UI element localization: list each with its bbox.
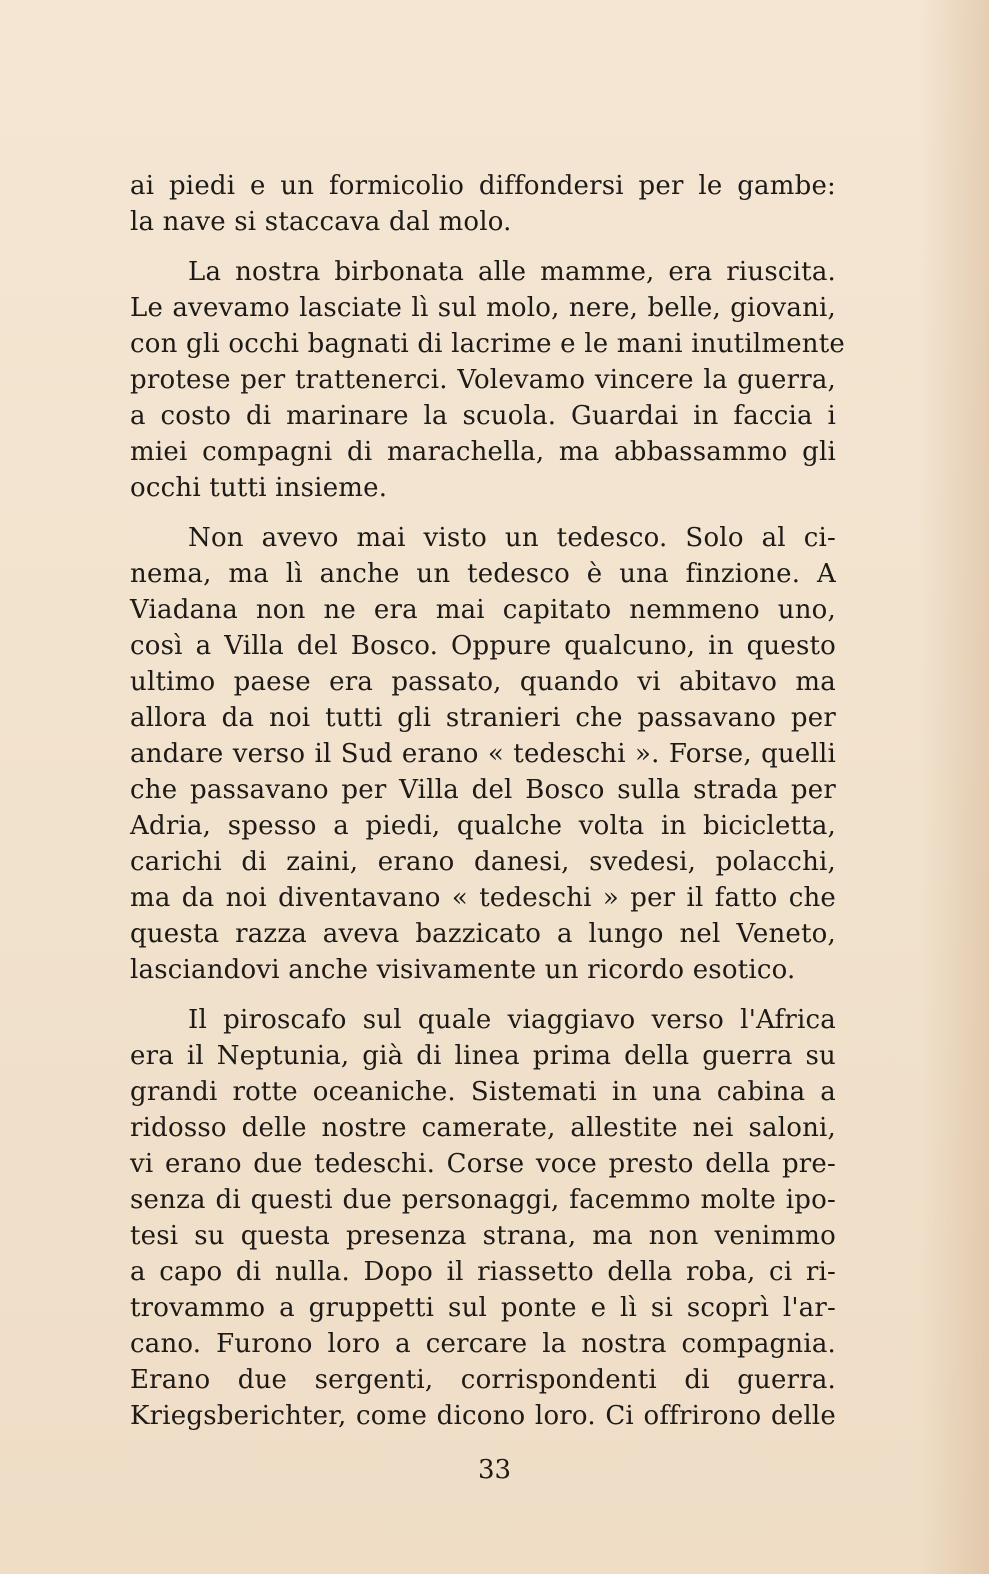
paragraph-gap [130, 506, 836, 520]
text-line: lasciandovi anche visivamente un ricordo esotico. [130, 955, 796, 985]
paragraph-gap [130, 988, 836, 1002]
text-line: a costo di marinare la scuola. Guardai in faccia i [130, 401, 836, 431]
text-line: trovammo a gruppetti sul ponte e lì si scoprì l'ar- [130, 1293, 836, 1323]
text-line: con gli occhi bagnati di lacrime e le mani inutilmente [130, 329, 845, 359]
text-line: Adria, spesso a piedi, qualche volta in bicicletta, [130, 811, 836, 841]
text-line: che passavano per Villa del Bosco sulla strada per [130, 775, 836, 805]
text-line: Erano due sergenti, corrispondenti di guerra. [130, 1365, 836, 1395]
text-line: Non avevo mai visto un tedesco. Solo al ci- [188, 523, 836, 553]
text-line: ma da noi diventavano « tedeschi » per il fatto che [130, 883, 836, 913]
paragraph [130, 254, 845, 506]
paragraph [130, 520, 836, 988]
text-line: Viadana non ne era mai capitato nemmeno uno, [130, 595, 836, 625]
text-line: era il Neptunia, già di linea prima della guerra su [130, 1041, 836, 1071]
text-line: così a Villa del Bosco. Oppure qualcuno, in questo [130, 631, 836, 661]
text-line: andare verso il Sud erano « tedeschi ». Forse, quelli [130, 739, 836, 769]
text-line: Kriegsberichter, come dicono loro. Ci offrirono delle [130, 1401, 836, 1431]
text-line: vi erano due tedeschi. Corse voce presto della pre- [130, 1149, 836, 1179]
text-line: la nave si staccava dal molo. [130, 207, 512, 237]
body-text [130, 168, 845, 1434]
text-line: carichi di zaini, erano danesi, svedesi, polacchi, [130, 847, 836, 877]
text-line: protese per trattenerci. Volevamo vincere la guerra, [130, 365, 836, 395]
text-line: grandi rotte oceaniche. Sistemati in una cabina a [130, 1077, 836, 1107]
text-line: a capo di nulla. Dopo il riassetto della roba, ci ri- [130, 1257, 836, 1287]
text-line: ridosso delle nostre camerate, allestite nei saloni, [130, 1113, 836, 1143]
text-line: senza di questi due personaggi, facemmo molte ipo- [130, 1185, 836, 1215]
text-line: ai piedi e un formicolio diffondersi per le gambe: [130, 171, 836, 201]
paragraph-gap [130, 240, 836, 254]
text-line: La nostra birbonata alle mamme, era riuscita. [188, 257, 836, 287]
text-line: tesi su questa presenza strana, ma non venimmo [130, 1221, 836, 1251]
text-line: occhi tutti insieme. [130, 473, 388, 503]
text-line: cano. Furono loro a cercare la nostra compagnia. [130, 1329, 836, 1359]
text-line: nema, ma lì anche un tedesco è una finzione. A [130, 559, 836, 589]
text-line: miei compagni di marachella, ma abbassammo gli [130, 437, 836, 467]
page-number: 33 [477, 1455, 512, 1485]
paragraph [130, 168, 836, 240]
text-line: Le avevamo lasciate lì sul molo, nere, belle, giovani, [130, 293, 836, 323]
text-line: allora da noi tutti gli stranieri che passavano per [130, 703, 836, 733]
text-line: Il piroscafo sul quale viaggiavo verso l'Africa [188, 1005, 836, 1035]
text-line: ultimo paese era passato, quando vi abitavo ma [130, 667, 836, 697]
text-line: questa razza aveva bazzicato a lungo nel Veneto, [130, 919, 836, 949]
paragraph [130, 1002, 836, 1434]
